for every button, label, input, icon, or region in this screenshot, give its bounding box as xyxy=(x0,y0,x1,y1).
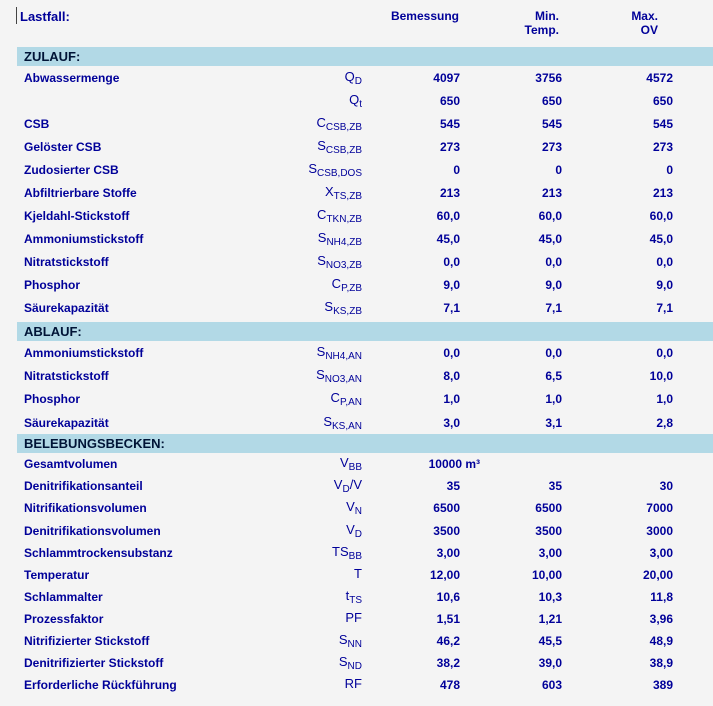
value-max-ov: 20,00 xyxy=(642,567,673,582)
symbol-subscript: NN xyxy=(347,638,362,650)
text-cursor xyxy=(16,7,17,24)
report-header xyxy=(17,0,713,47)
symbol-base: C xyxy=(316,114,326,130)
symbol-subscript: NO3,AN xyxy=(324,373,362,385)
value-max-ov: 10,0 xyxy=(649,368,673,383)
row-symbol xyxy=(224,230,362,248)
value-min-temp: 603 xyxy=(541,678,562,693)
value-min-temp: 6,5 xyxy=(545,368,562,383)
value-max-ov: 389 xyxy=(652,678,673,693)
row-label: Nitrifizierter Stickstoff xyxy=(24,633,150,648)
row-label: Kjeldahl-Stickstoff xyxy=(24,208,130,223)
symbol-subscript: CSB,ZB xyxy=(325,121,362,133)
symbol-base: S xyxy=(316,366,325,382)
value-bemessung: 1,51 xyxy=(436,611,460,626)
table-row xyxy=(17,542,713,564)
value-min-temp: 3,00 xyxy=(538,545,562,560)
symbol-subscript: D xyxy=(354,528,362,540)
value-bemessung: 0,0 xyxy=(443,254,460,269)
row-symbol xyxy=(224,367,362,385)
table-row xyxy=(17,181,713,204)
symbol-subscript: TKN,ZB xyxy=(326,213,362,225)
symbol-subscript: P,ZB xyxy=(341,282,362,294)
symbol-subscript: CSB,DOS xyxy=(316,167,362,179)
table-row xyxy=(17,411,713,434)
value-max-ov: 30 xyxy=(659,479,673,494)
value-max-ov: 4572 xyxy=(646,70,673,85)
value-bemessung: 12,00 xyxy=(429,567,460,582)
row-symbol xyxy=(224,455,362,473)
row-symbol xyxy=(224,654,362,672)
column-header-min-line1: Min. xyxy=(535,9,559,23)
table-row xyxy=(17,158,713,181)
row-label: Temperatur xyxy=(24,567,90,582)
value-max-ov: 650 xyxy=(652,93,673,108)
value-min-temp: 3500 xyxy=(535,523,562,538)
value-max-ov: 0,0 xyxy=(656,345,673,360)
section-zulauf xyxy=(0,47,713,319)
table-row xyxy=(17,475,713,497)
value-bemessung: 1,0 xyxy=(443,392,460,407)
symbol-base: T xyxy=(354,565,362,581)
section-rows xyxy=(0,341,713,434)
symbol-subscript: NH4,ZB xyxy=(326,236,362,248)
row-label: Gelöster CSB xyxy=(24,139,102,154)
value-max-ov: 11,8 xyxy=(650,589,673,604)
symbol-base: S xyxy=(317,137,326,153)
value-max-ov: 1,0 xyxy=(656,392,673,407)
table-row xyxy=(17,296,713,319)
symbol-subscript: KS,AN xyxy=(331,420,362,432)
value-min-temp: 35 xyxy=(548,479,562,494)
section-title: ABLAUF: xyxy=(24,324,82,339)
value-bemessung: 35 xyxy=(446,479,460,494)
row-symbol xyxy=(224,253,362,271)
value-min-temp: 0,0 xyxy=(545,254,562,269)
table-row xyxy=(17,250,713,273)
row-label: Phosphor xyxy=(24,277,80,292)
table-row xyxy=(17,453,713,475)
symbol-subscript: D xyxy=(342,484,350,496)
row-symbol xyxy=(224,414,362,432)
symbol-subscript: TS xyxy=(349,594,362,606)
section-header-bar xyxy=(17,322,713,341)
row-symbol xyxy=(224,588,362,606)
table-row xyxy=(17,608,713,630)
value-max-ov: 213 xyxy=(652,185,673,200)
row-symbol xyxy=(224,522,362,540)
value-min-temp: 1,21 xyxy=(538,611,562,626)
row-label: Abfiltrierbare Stoffe xyxy=(24,185,137,200)
row-label: Säurekapazität xyxy=(24,300,109,315)
value-max-ov: 60,0 xyxy=(649,208,673,223)
table-row xyxy=(17,364,713,387)
value-max-ov: 7000 xyxy=(646,501,673,516)
column-header-bemessung xyxy=(362,9,460,47)
value-bemessung: 545 xyxy=(439,116,460,131)
symbol-subscript: P,AN xyxy=(339,397,362,409)
table-row xyxy=(17,630,713,652)
value-min-temp: 545 xyxy=(541,116,562,131)
value-max-ov: 3,96 xyxy=(649,611,673,626)
value-max-ov: 45,0 xyxy=(649,231,673,246)
symbol-subscript: TS,ZB xyxy=(333,190,362,202)
symbol-base: C xyxy=(317,206,327,222)
value-max-ov: 2,8 xyxy=(656,415,673,430)
row-symbol xyxy=(224,161,362,179)
table-row xyxy=(17,564,713,586)
row-label: Säurekapazität xyxy=(24,415,109,430)
symbol-base: S xyxy=(308,160,317,176)
value-bemessung: 7,1 xyxy=(443,300,460,315)
row-label: Denitrifikationsvolumen xyxy=(24,523,161,538)
section-header-bar xyxy=(17,434,713,453)
symbol-base: V xyxy=(346,499,355,515)
symbol-subscript: D xyxy=(354,75,362,87)
row-symbol xyxy=(224,138,362,156)
symbol-base: V xyxy=(339,455,349,471)
row-label: Schlammalter xyxy=(24,589,103,604)
row-label: Prozessfaktor xyxy=(24,611,104,626)
symbol-base: Q xyxy=(344,68,355,84)
symbol-base: TS xyxy=(332,543,349,559)
value-bemessung: 4097 xyxy=(433,70,460,85)
table-row xyxy=(17,273,713,296)
value-bemessung: 38,2 xyxy=(436,656,460,671)
symbol-base: C xyxy=(331,275,342,291)
symbol-subscript: KS,ZB xyxy=(333,305,362,317)
row-symbol xyxy=(224,92,362,110)
value-min-temp: 7,1 xyxy=(545,300,562,315)
row-symbol xyxy=(224,184,362,202)
value-min-temp: 60,0 xyxy=(538,208,562,223)
value-min-temp: 0 xyxy=(555,162,562,177)
column-header-max-ov xyxy=(562,9,673,47)
value-min-temp: 39,0 xyxy=(538,656,562,671)
row-label: Schlammtrockensubstanz xyxy=(24,545,173,560)
symbol-base: RF xyxy=(344,676,362,692)
row-symbol xyxy=(224,390,362,408)
symbol-subscript: CSB,ZB xyxy=(325,144,362,156)
row-label: Denitrifizierter Stickstoff xyxy=(24,656,164,671)
column-header-bemessung-line1: Bemessung xyxy=(390,9,459,23)
row-symbol xyxy=(224,299,362,317)
value-bemessung: 6500 xyxy=(433,501,460,516)
page-title: Lastfall: xyxy=(20,9,70,24)
value-bemessung: 650 xyxy=(439,93,460,108)
table-row xyxy=(17,388,713,411)
value-min-temp: 10,3 xyxy=(538,589,562,604)
row-label: Nitrifikationsvolumen xyxy=(24,501,147,516)
value-min-temp: 3756 xyxy=(535,70,562,85)
value-min-temp: 3,1 xyxy=(545,415,562,430)
symbol-base: X xyxy=(324,183,334,199)
column-header-max-line1: Max. xyxy=(631,9,658,23)
value-min-temp: 650 xyxy=(541,93,562,108)
value-max-ov: 0 xyxy=(666,162,673,177)
report-body xyxy=(0,47,713,696)
value-max-ov: 3000 xyxy=(646,523,673,538)
table-row xyxy=(17,204,713,227)
table-row xyxy=(17,66,713,89)
row-label: Ammoniumstickstoff xyxy=(24,231,144,246)
symbol-base: S xyxy=(317,252,326,268)
value-min-temp: 45,0 xyxy=(538,231,562,246)
row-label: CSB xyxy=(24,116,50,131)
value-bemessung: 3,00 xyxy=(436,545,460,560)
row-symbol xyxy=(224,632,362,650)
table-row xyxy=(17,135,713,158)
value-min-temp: 9,0 xyxy=(545,277,562,292)
symbol-subscript: N xyxy=(354,506,362,518)
value-min-temp: 6500 xyxy=(535,501,562,516)
section-belebungsbecken xyxy=(0,434,713,696)
symbol-base: S xyxy=(324,298,334,314)
row-symbol xyxy=(224,477,362,495)
row-symbol xyxy=(224,566,362,584)
row-symbol xyxy=(224,115,362,133)
symbol-base: S xyxy=(323,413,332,429)
row-label: Erforderliche Rückführung xyxy=(24,678,177,693)
value-max-ov: 0,0 xyxy=(656,254,673,269)
symbol-subscript: BB xyxy=(348,462,362,474)
value-bemessung: 46,2 xyxy=(436,633,460,648)
section-title: ZULAUF: xyxy=(24,49,81,64)
symbol-base: Q xyxy=(349,91,360,107)
table-row xyxy=(17,652,713,674)
value-bemessung: 213 xyxy=(439,185,460,200)
value-bemessung: 8,0 xyxy=(443,368,460,383)
row-label: Nitratstickstoff xyxy=(24,254,109,269)
symbol-base: V xyxy=(346,521,355,537)
value-bemessung: 0 xyxy=(453,162,460,177)
symbol-base: S xyxy=(316,343,326,359)
value-bemessung: 10,6 xyxy=(436,589,460,604)
row-label: Zudosierter CSB xyxy=(24,162,119,177)
value-bemessung: 3500 xyxy=(433,523,460,538)
value-max-ov: 9,0 xyxy=(656,277,673,292)
symbol-subscript: t xyxy=(359,98,362,110)
value-bemessung: 45,0 xyxy=(436,231,460,246)
row-symbol xyxy=(224,544,362,562)
column-header-min-line2: Temp. xyxy=(524,23,559,37)
row-label: Gesamtvolumen xyxy=(24,457,118,472)
table-row xyxy=(17,497,713,519)
value-max-ov: 273 xyxy=(652,139,673,154)
row-symbol xyxy=(224,676,362,694)
symbol-base: C xyxy=(330,390,340,406)
symbol-subscript: ND xyxy=(347,661,362,673)
table-row xyxy=(17,341,713,364)
value-bemessung: 478 xyxy=(439,678,460,693)
row-symbol xyxy=(224,344,362,362)
column-header-max-line2: OV xyxy=(640,23,658,37)
symbol-base: V xyxy=(333,477,343,493)
value-max-ov: 38,9 xyxy=(649,656,673,671)
value-max-ov: 48,9 xyxy=(649,633,673,648)
value-min-temp: 0,0 xyxy=(545,345,562,360)
value-bemessung: 9,0 xyxy=(443,277,460,292)
row-label: Phosphor xyxy=(24,392,80,407)
row-symbol xyxy=(224,207,362,225)
value-min-temp: 213 xyxy=(541,185,562,200)
row-symbol xyxy=(224,276,362,294)
value-bemessung: 60,0 xyxy=(436,208,460,223)
section-rows xyxy=(0,66,713,319)
symbol-suffix: /V xyxy=(349,477,362,493)
row-label: Denitrifikationsanteil xyxy=(24,479,143,494)
section-header-bar xyxy=(17,47,713,66)
symbol-base: S xyxy=(338,631,348,647)
column-header-min-temp xyxy=(460,9,562,47)
value-unit: m³ xyxy=(462,457,480,472)
value-max-ov: 3,00 xyxy=(649,545,673,560)
value-bemessung: 273 xyxy=(439,139,460,154)
symbol-base: PF xyxy=(345,609,362,625)
value-bemessung: 3,0 xyxy=(443,415,460,430)
value-bemessung: 10000 m³ xyxy=(428,457,480,472)
value-min-temp: 10,00 xyxy=(531,567,562,582)
table-row xyxy=(17,519,713,541)
value-max-ov: 545 xyxy=(652,116,673,131)
value-bemessung: 0,0 xyxy=(443,345,460,360)
section-rows xyxy=(0,453,713,696)
row-symbol xyxy=(224,69,362,87)
symbol-base: S xyxy=(317,229,327,245)
value-min-temp: 1,0 xyxy=(545,392,562,407)
row-symbol xyxy=(224,610,362,628)
value-min-temp: 273 xyxy=(541,139,562,154)
symbol-subscript: NO3,ZB xyxy=(325,259,362,271)
section-title: BELEBUNGSBECKEN: xyxy=(24,436,165,452)
symbol-base: S xyxy=(338,654,348,670)
row-label: Ammoniumstickstoff xyxy=(24,345,144,360)
row-symbol xyxy=(224,499,362,517)
symbol-subscript: NH4,AN xyxy=(325,350,362,362)
table-row xyxy=(17,674,713,696)
symbol-subscript: BB xyxy=(348,550,362,562)
table-row xyxy=(17,89,713,112)
value-min-temp: 45,5 xyxy=(538,633,562,648)
section-ablauf xyxy=(0,322,713,434)
row-label: Nitratstickstoff xyxy=(24,368,109,383)
table-row xyxy=(17,586,713,608)
table-row xyxy=(17,112,713,135)
symbol-base: t xyxy=(345,587,350,603)
table-row xyxy=(17,227,713,250)
value-max-ov: 7,1 xyxy=(656,300,673,315)
row-label: Abwassermenge xyxy=(24,70,120,85)
